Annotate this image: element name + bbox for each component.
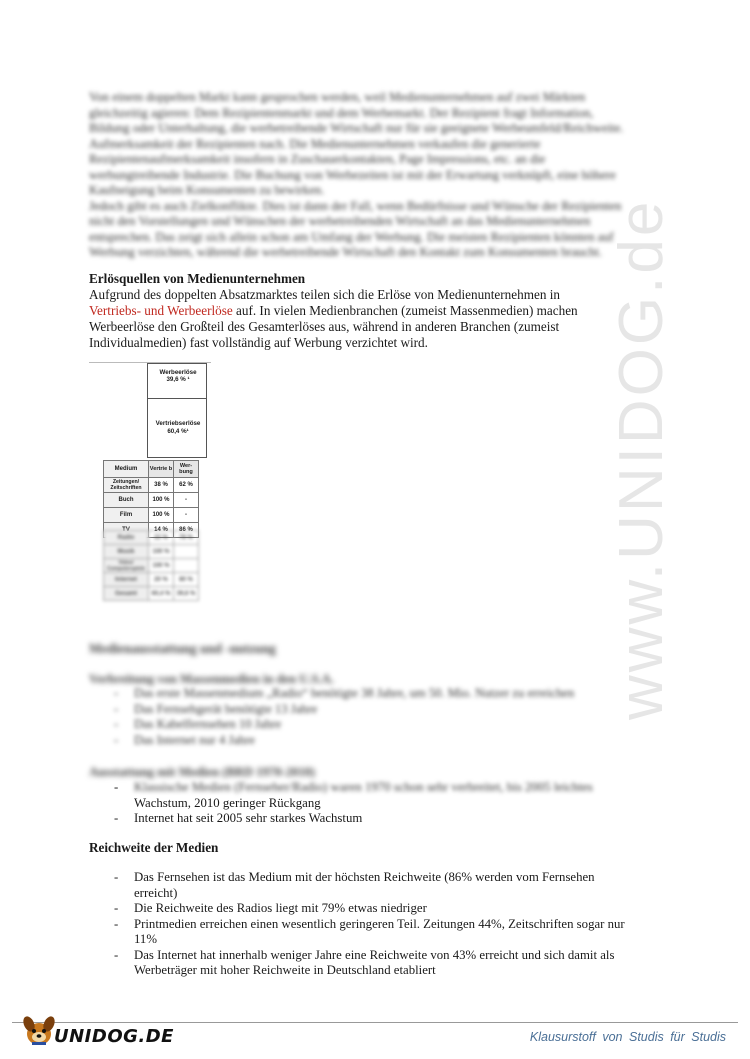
list-item — [89, 870, 659, 901]
list-line: - Printmedien erreichen einen wesentlich geringeren Teil. Zeitungen 44%, Zeitschriften sogar nur — [134, 916, 625, 931]
intro-line: entsprechen. Das zeigt sich allein schon am Umfang der Werbung. Die meisten Rezipienten könnten auf — [89, 229, 614, 244]
segment-value: 39,6 % ¹ — [166, 376, 190, 383]
blurred-subheading: Ausstattung mit Medien (BRD 1970-2010) — [89, 765, 315, 779]
list-item: - Das Internet nur 4 Jahre — [89, 733, 659, 749]
list-item: - Das erste Massenmedium „Radio“ benötigte 38 Jahre, um 50. Mio. Nutzer zu erreichen — [89, 686, 659, 702]
blurred-list — [89, 686, 659, 748]
paragraph-text: auf. In vielen Medienbranchen (zumeist Massenmedien) machen — [232, 303, 578, 318]
paragraph-line — [89, 303, 659, 319]
table-cell: 86 % — [174, 523, 199, 538]
table-cell: Buch — [104, 493, 149, 508]
table-cell: Video/ Computerspiele — [104, 559, 149, 573]
intro-line: Kaufneigung beim Konsumenten zu bewirken. — [89, 183, 325, 197]
stacked-bar — [147, 363, 207, 458]
column-header: Medium — [104, 461, 149, 478]
list-item — [89, 917, 659, 948]
dash-list — [89, 686, 659, 748]
dog-mascot-icon — [20, 1014, 58, 1048]
intro-paragraph-blurred — [89, 90, 659, 261]
table-cell: Internet — [104, 573, 149, 587]
column-header: Vertrie b — [149, 461, 174, 478]
intro-line: Bildung oder Unterhaltung, die werbetreibende Wirtschaft nur für sie geeignete Werbeumfeld/Reichweite. — [89, 121, 624, 135]
segment-label: Werbeerlöse — [159, 369, 197, 376]
list-item: - Das Fernsehgerät benötigte 13 Jahre — [89, 702, 659, 718]
table-cell: 14 % — [149, 523, 174, 538]
list-item — [89, 780, 659, 811]
table-row — [104, 508, 199, 523]
list-line: - Die Reichweite des Radios liegt mit 79% etwas niedriger — [134, 901, 427, 915]
intro-line: Von einem doppelten Markt kann gesprochen werden, weil Medienunternehmen auf zwei Märkten — [89, 90, 586, 104]
list-line: erreicht) — [134, 885, 178, 900]
intro-line: Werbung verzichten, während die werbetreibende Wirtschaft den Kontakt zum Konsumenten braucht. — [89, 245, 603, 259]
table-row — [104, 493, 199, 508]
blurred-subheading: Verbreitung von Massenmedien in den U.S.A. — [89, 672, 334, 686]
table-cell: 60,4 % — [149, 587, 174, 601]
list-line: - Das Internet hat innerhalb weniger Jahre eine Reichweite von 43% erreicht und sich damit als — [134, 947, 615, 962]
intro-line: gleichzeitig agieren: Dem Rezipientenmarkt und dem Werbemarkt. Der Rezipient fragt Information, — [89, 105, 594, 120]
segment-werbeerloese — [147, 363, 207, 399]
table-cell: 39,6 % — [174, 587, 199, 601]
table-row — [104, 573, 199, 587]
table-cell: 62 % — [174, 478, 199, 493]
table-cell: Musik — [104, 545, 149, 559]
table-cell: 100 % — [149, 559, 174, 573]
segment-label: Vertriebserlöse — [155, 420, 201, 427]
column-header: Wer- bung — [174, 461, 199, 478]
logo-text: UNIDOG.DE — [54, 1026, 174, 1047]
table-row — [104, 478, 199, 493]
table-cell — [174, 559, 199, 573]
reichweite-list — [89, 870, 659, 979]
table-cell: Film — [104, 508, 149, 523]
list-item: - Internet hat seit 2005 sehr starkes Wachstum — [89, 811, 659, 827]
ausstattung-list — [89, 780, 659, 827]
table-cell — [174, 545, 199, 559]
table-cell: 100 % — [149, 493, 174, 508]
table-cell: Gesamt — [104, 587, 149, 601]
list-item-continuation: Wachstum, 2010 geringer Rückgang — [134, 795, 321, 810]
table-cell: 38 % — [149, 478, 174, 493]
list-item: - Das Kabelfernsehen 10 Jahre — [89, 717, 659, 733]
table-row — [104, 587, 199, 601]
paragraph-line: Individualmedien) fast vollständig auf Werbung verzichtet wird. — [89, 335, 428, 350]
paragraph-line: Werbeerlöse den Großteil des Gesamterlöses aus, während in anderen Branchen (zumeist — [89, 319, 560, 334]
table-cell: - — [174, 493, 199, 508]
dash-list — [89, 780, 659, 827]
unidog-logo[interactable] — [20, 1010, 174, 1050]
list-line: 11% — [134, 932, 157, 946]
table-cell: 20 % — [149, 573, 174, 587]
blurred-table — [103, 530, 199, 601]
table-cell: 100 % — [149, 508, 174, 523]
table-cell: 78 % — [174, 531, 199, 545]
segment-vertriebserloese — [147, 399, 207, 458]
list-item — [89, 948, 659, 979]
table-cell: - — [174, 508, 199, 523]
intro-line: nicht den Vorstellungen und Wünschen der werbetreibenden Wirtschaft an das Medienunternehmen — [89, 214, 591, 228]
table-header-row — [104, 461, 199, 478]
blurred-line: - Klassische Medien (Fernseher/Radio) waren 1970 schon sehr verbreitet, bis 2005 leichtes — [134, 780, 593, 794]
table-row — [104, 545, 199, 559]
watermark: www.UNIDOG.de — [607, 198, 676, 720]
list-item — [89, 901, 659, 917]
table-cell: 100 % — [149, 545, 174, 559]
section-heading-reichweite: Reichweite der Medien — [89, 840, 219, 855]
table-cell: Zeitungen/ Zeitschriften — [104, 478, 149, 493]
table-cell: 80 % — [174, 573, 199, 587]
table-cell: 22 % — [149, 531, 174, 545]
intro-line: werbungtreibende Industrie. Die Buchung von Werbezeiten ist mit der Erwartung verknüpft, eine höhere — [89, 167, 616, 182]
intro-line: Rezipientenaufmerksamkeit insofern in Zuschauerkontakten, Page Impressions, etc. an die — [89, 152, 546, 166]
footer-tagline: Klausurstoff von Studis für Studis — [529, 1030, 726, 1044]
blurred-table-rows — [103, 530, 199, 601]
segment-value: 60,4 %¹ — [167, 428, 189, 435]
list-line: Werbeträger mit hoher Reichweite in Deutschland etabliert — [134, 963, 436, 977]
section-heading-erloesquellen: Erlösquellen von Medienunternehmen — [89, 271, 306, 286]
dash-list — [89, 870, 659, 979]
erloesquellen-paragraph — [89, 287, 659, 351]
intro-line: Jedoch gibt es auch Zielkonflikte. Dies ist dann der Fall, wenn Bedürfnisse und Wünsche der Rezipienten — [89, 198, 622, 213]
list-line: - Das Fernsehen ist das Medium mit der höchsten Reichweite (86% werden vom Fernsehen — [134, 870, 595, 884]
revenue-table — [103, 460, 199, 538]
blurred-heading: Medienausstattung und -nutzung — [89, 641, 276, 656]
paragraph-line: Aufgrund des doppelten Absatzmarktes teilen sich die Erlöse von Medienunternehmen in — [89, 287, 560, 302]
table-cell: Radio — [104, 531, 149, 545]
revenue-figure — [89, 362, 211, 612]
table-row — [104, 559, 199, 573]
highlighted-term: Vertriebs- und Werbeerlöse — [89, 303, 233, 318]
intro-line: Aufmerksamkeit der Rezipienten nach. Die Medienunternehmen verkaufen die generierte — [89, 136, 541, 151]
table-row — [104, 531, 199, 545]
